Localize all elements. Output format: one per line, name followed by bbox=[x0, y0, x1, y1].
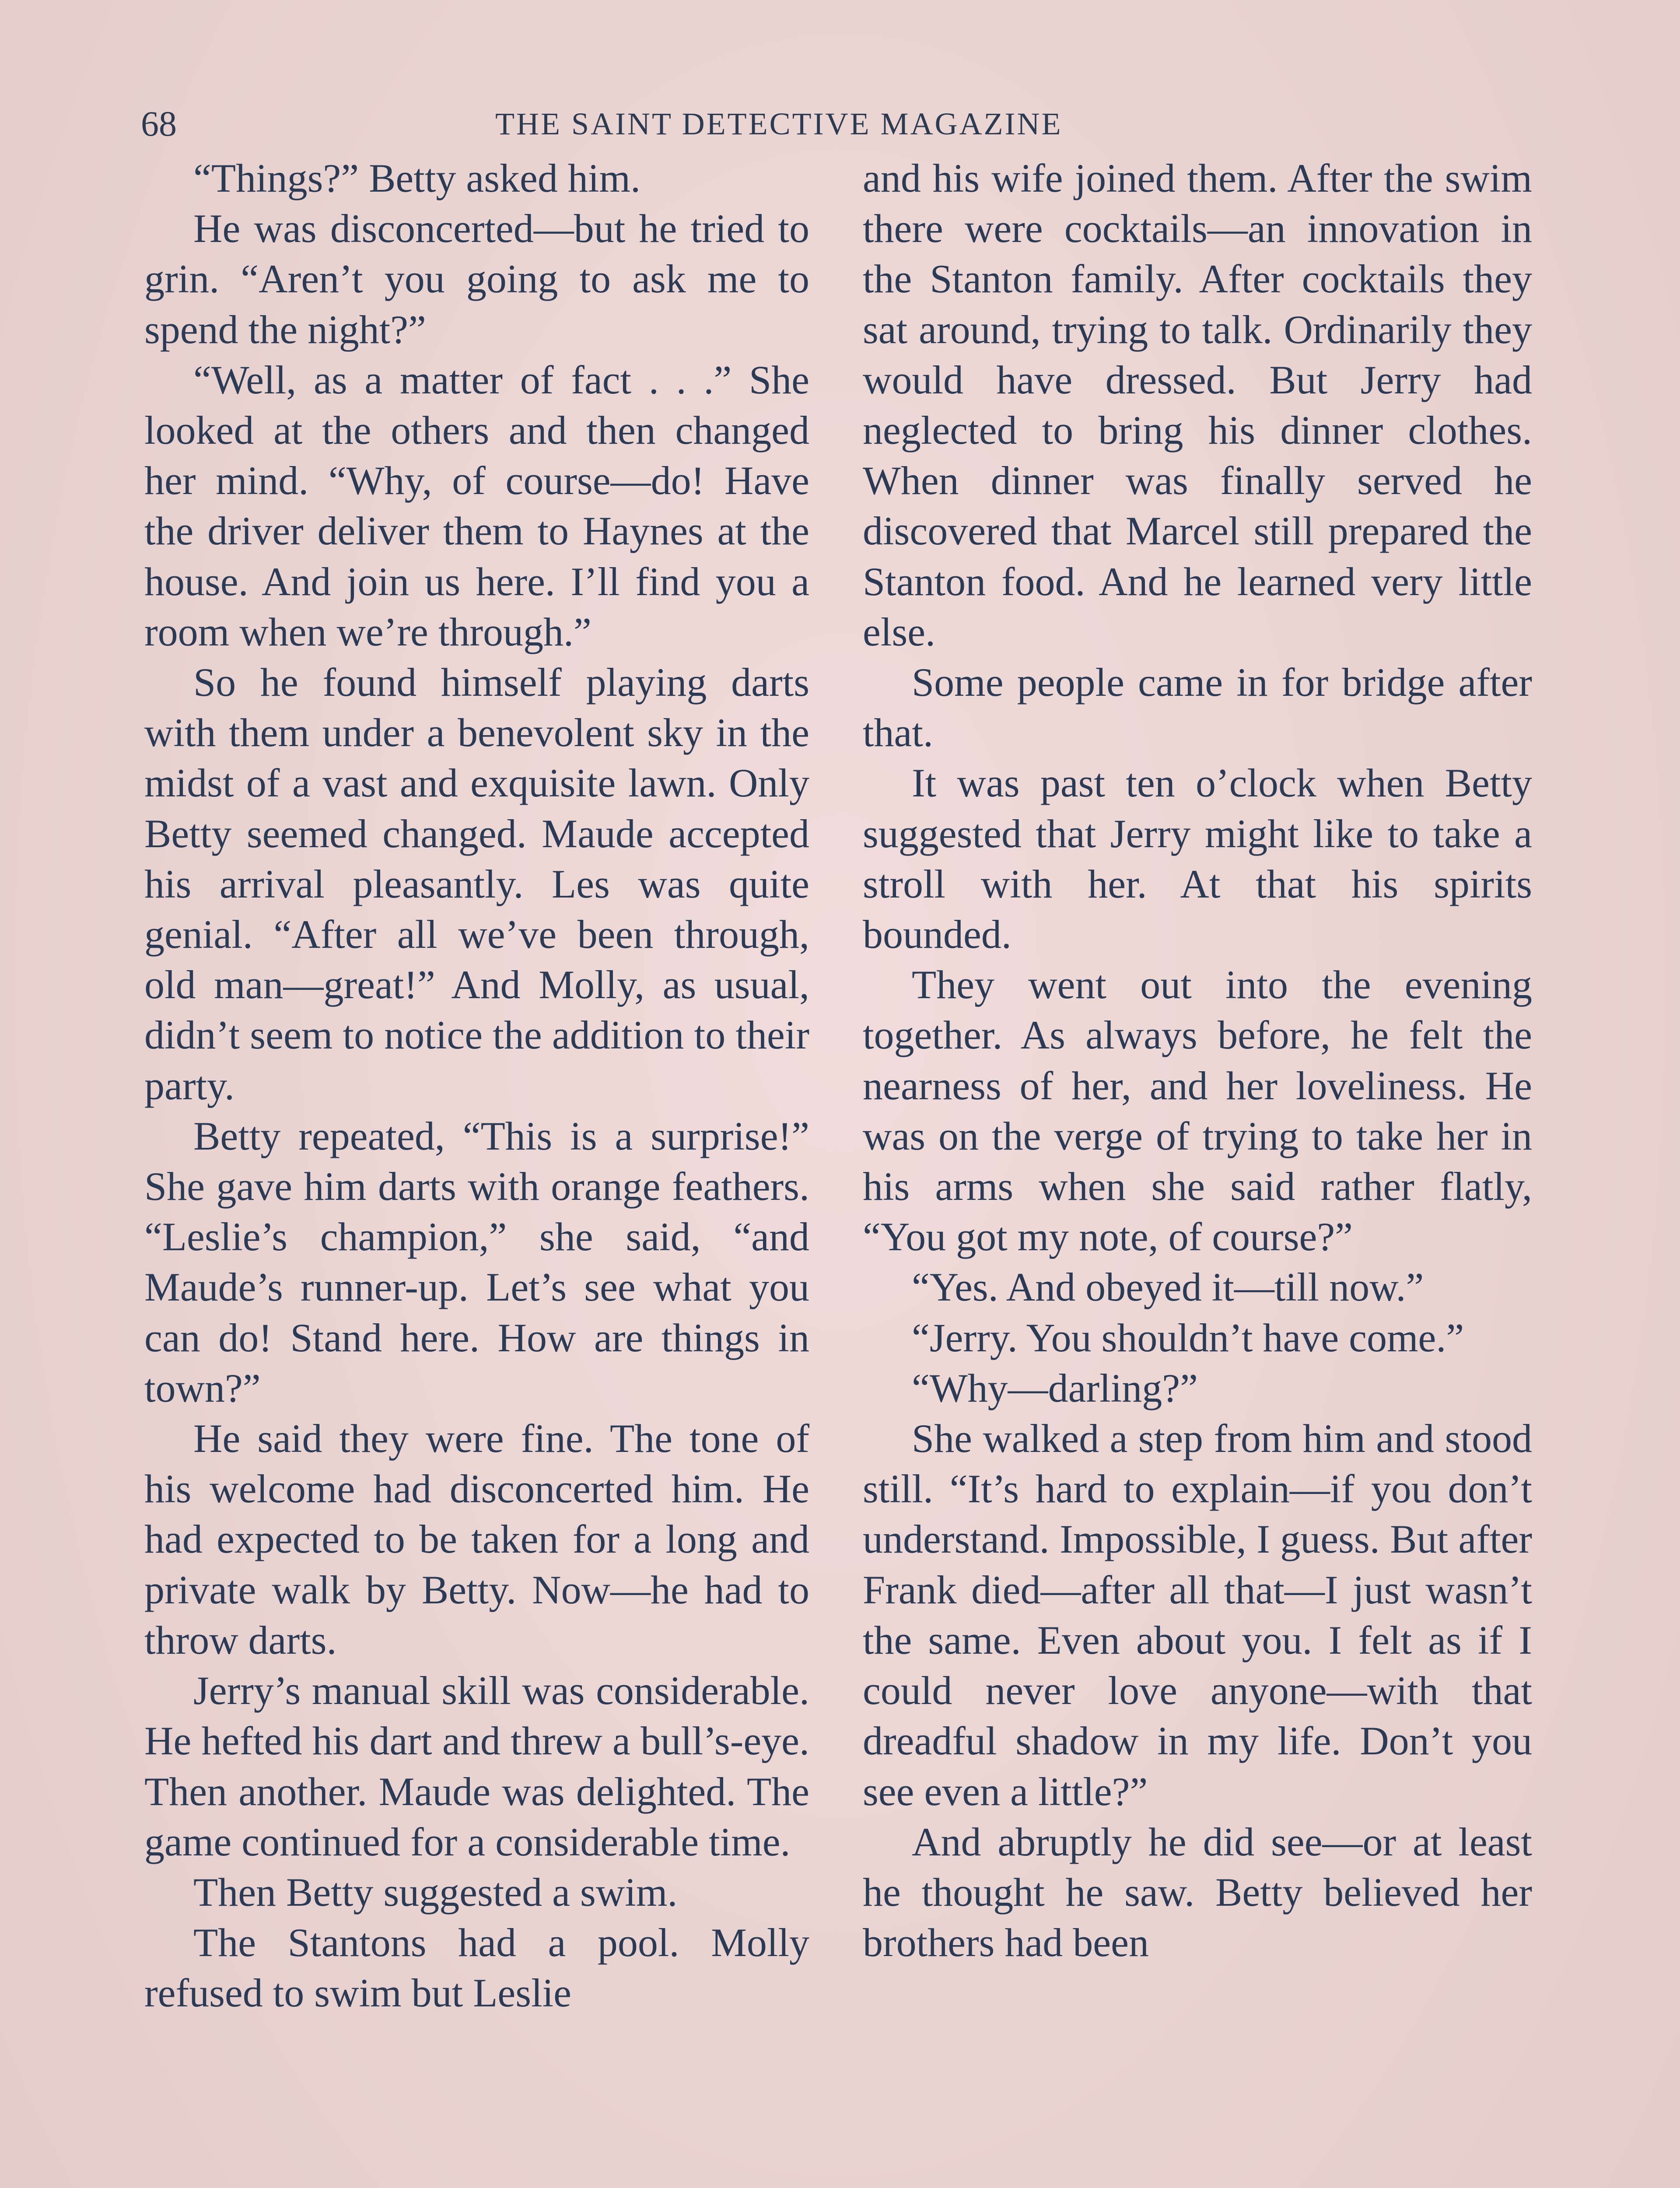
paragraph: “Jerry. You shouldn’t have come.” bbox=[912, 1315, 1464, 1360]
paragraph: And abruptly he did see—or at least he thought he saw. Betty believed her brothers had been bbox=[863, 1819, 1532, 1965]
paragraph: “Well, as a matter of fact . . .” She looked at the others and then changed her mind. “Why, of course—do! Have the driver deliver them to Haynes at the house. And join us here. I’ll find you a room when we’re through.” bbox=[144, 357, 809, 654]
paragraph: “Why—darling?” bbox=[912, 1365, 1198, 1410]
paragraph: Betty repeated, “This is a surprise!” She gave him darts with orange feathers. “Leslie’s champion,” she said, “and Maude’s runner-up. Let’s see what you can do! Stand here. How are things in town?” bbox=[144, 1113, 809, 1410]
paragraph: Then Betty suggested a swim. bbox=[193, 1869, 678, 1914]
magazine-title: THE SAINT DETECTIVE MAGAZINE bbox=[495, 106, 1063, 141]
left-column bbox=[144, 153, 809, 2019]
paragraph: It was past ten o’clock when Betty suggested that Jerry might like to take a stroll with her. At that his spirits bounded. bbox=[863, 761, 1532, 957]
paragraph: He was disconcerted—but he tried to grin. “Aren’t you going to ask me to spend the night?” bbox=[144, 206, 809, 352]
paragraph: “Yes. And obeyed it—till now.” bbox=[912, 1265, 1424, 1310]
right-column bbox=[863, 153, 1532, 1968]
paragraph: He said they were fine. The tone of his welcome had disconcerted him. He had expected to be taken for a long and private walk by Betty. Now—he had to throw darts. bbox=[144, 1416, 809, 1662]
paragraph: Some people came in for bridge after that. bbox=[863, 660, 1532, 755]
paragraph: They went out into the evening together. As always before, he felt the nearness of her, and her loveliness. He was on the verge of trying to take her in his arms when she said rather flatly, “You got my note, of course?” bbox=[863, 962, 1532, 1259]
paragraph: Jerry’s manual skill was considerable. He hefted his dart and threw a bull’s-eye. Then another. Maude was delighted. The game continued for a considerable time. bbox=[144, 1668, 809, 1864]
paragraph: “Things?” Betty asked him. bbox=[193, 156, 640, 200]
paragraph-continued: and his wife joined them. After the swim there were cocktails—an innovation in the Stanton family. After cocktails they sat around, trying to talk. Ordinarily they would have dressed. But Jerry had neglected to bring his dinner clothes. When dinner was finally served he discovered that Marcel still prepared the Stanton food. And he learned very little else. bbox=[863, 156, 1532, 654]
paragraph: So he found himself playing darts with them under a benevolent sky in the midst of a vast and exquisite lawn. Only Betty seemed changed. Maude accepted his arrival pleasantly. Les was quite genial. “After all we’ve been through, old man—great!” And Molly, as usual, didn’t seem to notice the addition to their party. bbox=[144, 660, 809, 1108]
running-head bbox=[141, 100, 1611, 148]
page-number: 68 bbox=[141, 104, 177, 144]
paragraph: She walked a step from him and stood still. “It’s hard to explain—if you don’t understand. Impossible, I guess. But after Frank died—after all that—I just wasn’t the same. Even about you. I felt as if I could never love anyone—with that dreadful shadow in my life. Don’t you see even a little?” bbox=[863, 1416, 1532, 1814]
paragraph: The Stantons had a pool. Molly refused to swim but Leslie bbox=[144, 1920, 809, 2016]
